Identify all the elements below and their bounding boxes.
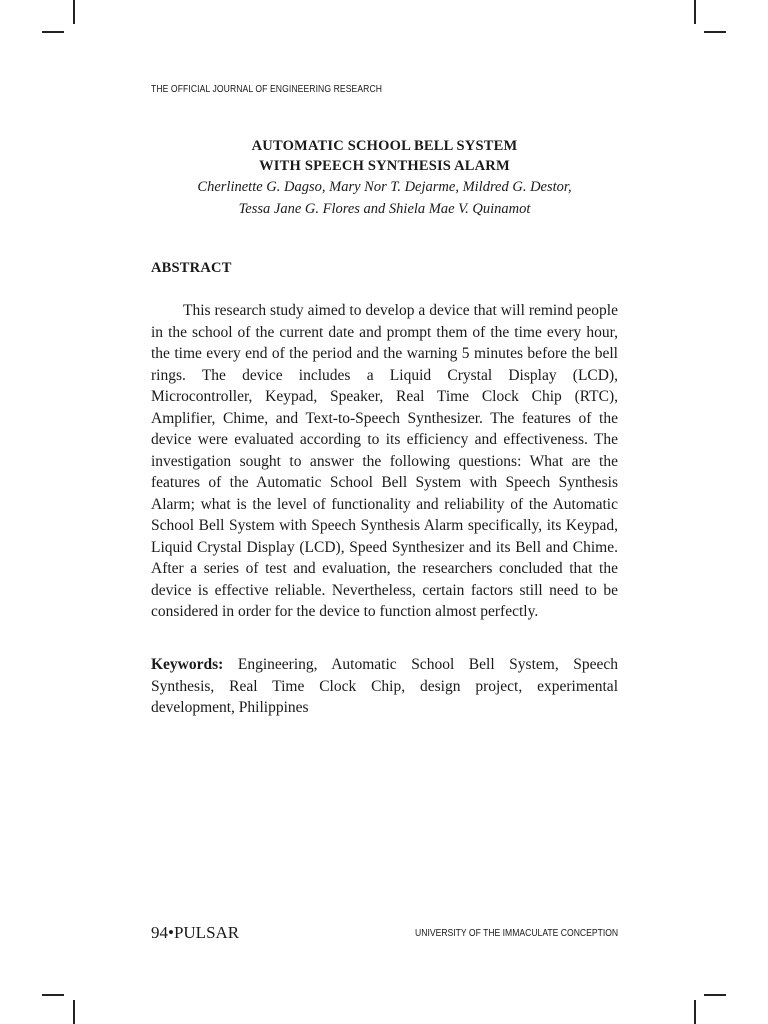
- journal-name: PULSAR: [173, 923, 240, 942]
- keywords-paragraph: [151, 654, 618, 719]
- crop-mark-bottom-left-vertical: [73, 1000, 75, 1024]
- footer-institution: UNIVERSITY OF THE IMMACULATE CONCEPTION: [414, 928, 618, 939]
- crop-mark-bottom-right-horizontal: [704, 994, 726, 996]
- crop-mark-top-left-vertical: [73, 0, 75, 24]
- page-number: 94: [151, 923, 168, 942]
- author-list-line-1: Cherlinette G. Dagso, Mary Nor T. Dejarme, Mildred G. Destor,: [197, 179, 572, 195]
- footer-page-info: [151, 923, 239, 943]
- author-list-line-2: Tessa Jane G. Flores and Shiela Mae V. Quinamot: [238, 201, 531, 217]
- article-header: [151, 136, 618, 220]
- abstract-body: This research study aimed to develop a device that will remind people in the school of the current date and prompt them of the time every hour, the time every end of the period and the warning 5 minutes before the bell rings. The device includes a Liquid Crystal Display (LCD), Microcontroller, Keypad, Speaker, Real Time Clock Chip (RTC), Amplifier, Chime, and Text-to-Speech Synthesizer. The features of the device were evaluated according to its efficiency and effectiveness. The investigation sought to answer the following questions: What are the features of the Automatic School Bell System with Speech Synthesis Alarm; what is the level of functionality and reliability of the Automatic School Bell System with Speech Synthesis Alarm specifically, its Keypad, Liquid Crystal Display (LCD), Speed Synthesizer and its Bell and Chime. After a series of test and evaluation, the researchers concluded that the device is effective reliable. Nevertheless, certain factors still need to be considered in order for the device to function almost perfectly.: [151, 302, 618, 620]
- crop-mark-top-right-horizontal: [704, 31, 726, 33]
- crop-mark-top-left-horizontal: [42, 31, 64, 33]
- crop-mark-bottom-right-vertical: [694, 1000, 696, 1024]
- footer-separator: •: [168, 923, 174, 942]
- crop-mark-top-right-vertical: [694, 0, 696, 24]
- keywords-text: Engineering, Automatic School Bell System, Speech Synthesis, Real Time Clock Chip, design project, experimental development, Philippines: [151, 656, 619, 716]
- article-title-line-1: AUTOMATIC SCHOOL BELL SYSTEM: [251, 138, 518, 154]
- crop-mark-bottom-left-horizontal: [42, 994, 64, 996]
- article-title-line-2: WITH SPEECH SYNTHESIS ALARM: [259, 158, 510, 174]
- running-head: THE OFFICIAL JOURNAL OF ENGINEERING RESEARCH: [151, 84, 383, 95]
- abstract-heading: ABSTRACT: [151, 260, 232, 276]
- keywords-label: Keywords:: [151, 656, 224, 673]
